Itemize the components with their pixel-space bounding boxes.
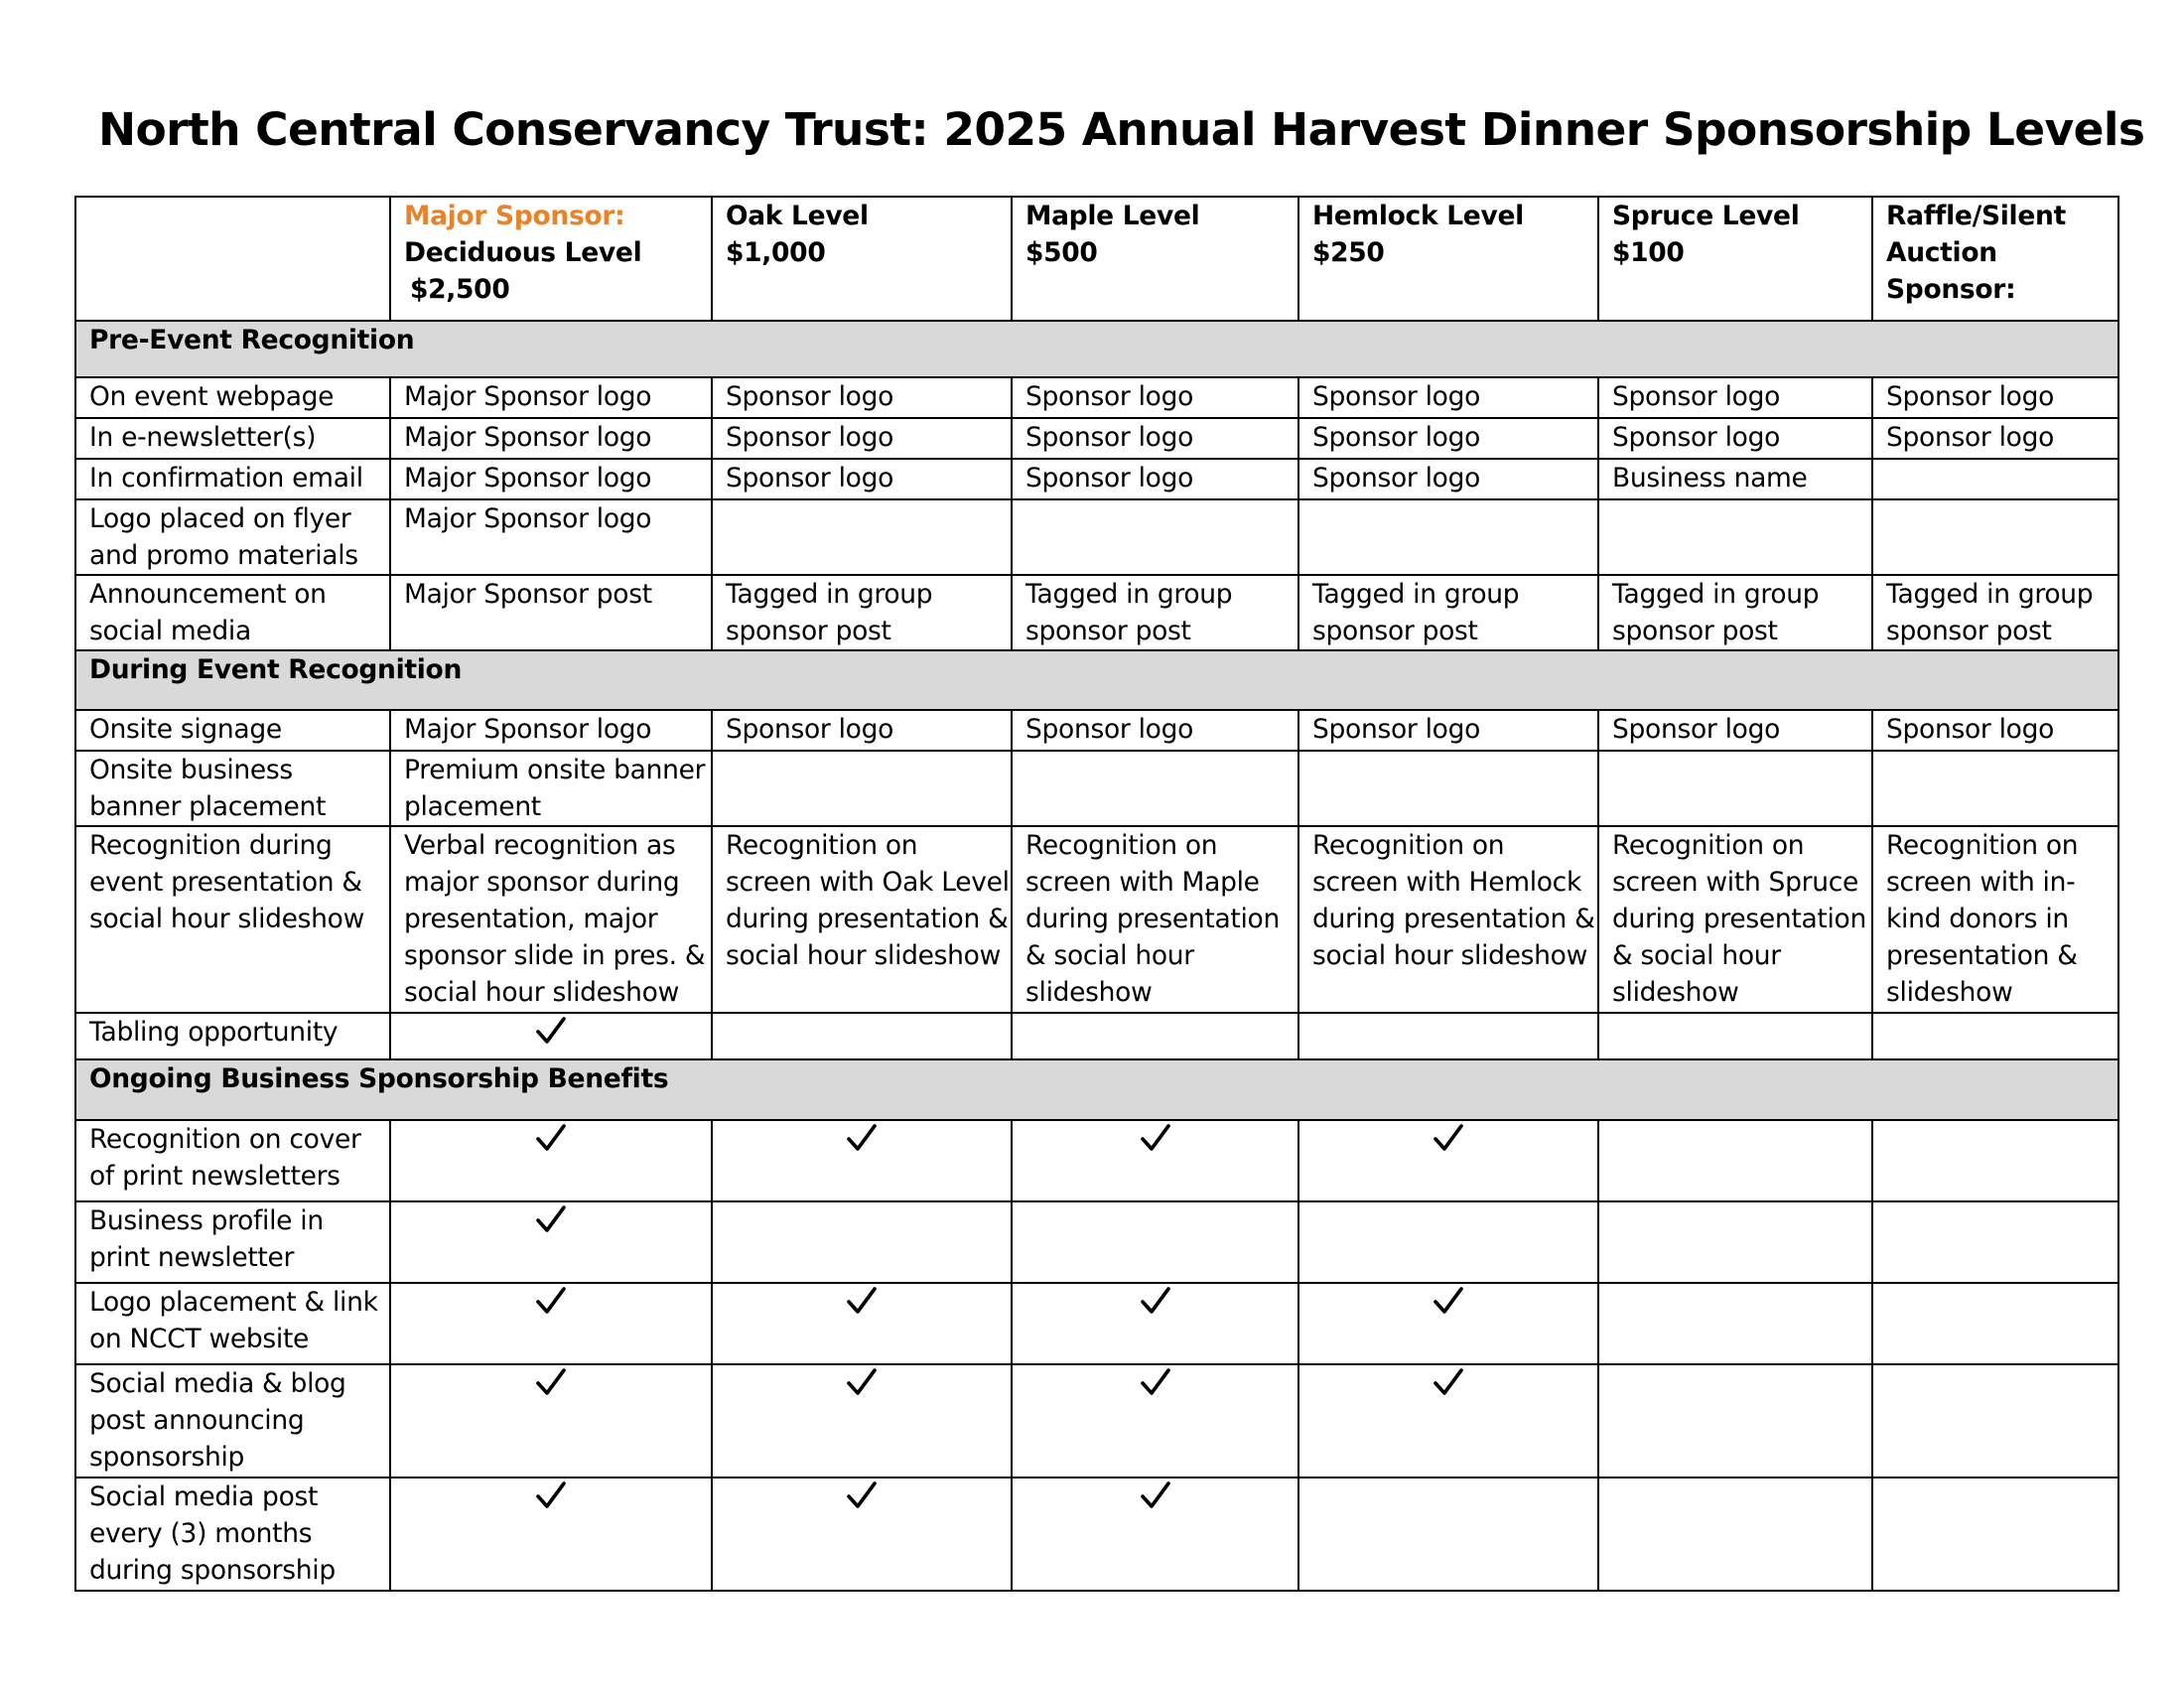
table-row	[75, 1201, 2118, 1283]
table-cell	[1598, 751, 1872, 826]
row-label: Social media post every (3) months during sponsorship	[75, 1477, 390, 1591]
check-icon	[535, 1120, 567, 1163]
table-cell	[1872, 751, 2118, 826]
table-cell	[1012, 751, 1298, 826]
sponsorship-table	[74, 196, 2119, 1592]
check-icon	[1140, 1364, 1171, 1407]
table-cell: Sponsor logo	[1298, 418, 1598, 459]
row-label: Logo placement & link on NCCT website	[75, 1283, 390, 1364]
table-row	[75, 1120, 2118, 1201]
sections-body	[75, 321, 2118, 1591]
check-cell	[1598, 1013, 1872, 1059]
check-cell	[1598, 1201, 1872, 1283]
check-cell	[1872, 1201, 2118, 1283]
table-cell	[1872, 459, 2118, 499]
table-row	[75, 1364, 2118, 1477]
check-cell	[1298, 1364, 1598, 1477]
check-icon	[846, 1364, 878, 1407]
row-label: Onsite business banner placement	[75, 751, 390, 826]
table-row	[75, 710, 2118, 751]
table-cell: Sponsor logo	[1872, 710, 2118, 751]
table-cell: Sponsor logo	[1598, 418, 1872, 459]
row-label: Social media & blog post announcing sponsorship	[75, 1364, 390, 1477]
check-cell	[390, 1477, 712, 1591]
check-cell	[1872, 1364, 2118, 1477]
table-cell: Sponsor logo	[1012, 418, 1298, 459]
table-cell: Tagged in group sponsor post	[1298, 575, 1598, 650]
check-cell	[390, 1364, 712, 1477]
header-hemlock	[1298, 197, 1598, 321]
check-cell	[1598, 1364, 1872, 1477]
check-cell	[712, 1120, 1012, 1201]
check-icon	[1140, 1120, 1171, 1163]
section-title: Ongoing Business Sponsorship Benefits	[75, 1059, 2118, 1120]
check-icon	[846, 1283, 878, 1326]
section-title: During Event Recognition	[75, 650, 2118, 710]
check-cell	[712, 1364, 1012, 1477]
row-label: Business profile in print newsletter	[75, 1201, 390, 1283]
table-cell: Sponsor logo	[1872, 377, 2118, 418]
check-cell	[1298, 1120, 1598, 1201]
check-cell	[1872, 1013, 2118, 1059]
check-cell	[1872, 1477, 2118, 1591]
check-cell	[1598, 1283, 1872, 1364]
table-cell: Tagged in group sponsor post	[1598, 575, 1872, 650]
check-cell	[390, 1283, 712, 1364]
header-row	[75, 197, 2118, 321]
table-cell: Sponsor logo	[1298, 459, 1598, 499]
table-row	[75, 575, 2118, 650]
major-sponsor-label: Major Sponsor:	[404, 201, 625, 231]
row-label: In e-newsletter(s)	[75, 418, 390, 459]
check-cell	[1872, 1283, 2118, 1364]
check-cell	[1298, 1013, 1598, 1059]
check-icon	[1433, 1364, 1464, 1407]
check-icon	[846, 1120, 878, 1163]
section-title: Pre-Event Recognition	[75, 321, 2118, 377]
table-cell	[712, 499, 1012, 575]
table-cell	[1598, 499, 1872, 575]
table-cell: Sponsor logo	[1012, 377, 1298, 418]
check-icon	[535, 1283, 567, 1326]
level-name: Hemlock Level	[1312, 201, 1524, 231]
level-name: Deciduous Level	[404, 237, 642, 268]
header-raffle	[1872, 197, 2118, 321]
check-icon	[535, 1201, 567, 1244]
check-cell	[1012, 1364, 1298, 1477]
table-cell: Sponsor logo	[712, 710, 1012, 751]
table-cell	[1298, 751, 1598, 826]
page-title: North Central Conservancy Trust: 2025 Annual Harvest Dinner Sponsorship Levels	[98, 103, 2145, 156]
row-label: Announcement on social media	[75, 575, 390, 650]
table-cell: Sponsor logo	[712, 459, 1012, 499]
row-label: Recognition on cover of print newsletters	[75, 1120, 390, 1201]
table-cell: Sponsor logo	[712, 377, 1012, 418]
check-cell	[712, 1477, 1012, 1591]
table-cell: Sponsor logo	[1012, 459, 1298, 499]
check-cell	[390, 1120, 712, 1201]
check-cell	[712, 1201, 1012, 1283]
level-name: Oak Level	[726, 201, 869, 231]
check-icon	[846, 1477, 878, 1520]
raffle-line: Auction	[1886, 237, 1997, 268]
table-cell: Sponsor logo	[1298, 710, 1598, 751]
table-cell: Sponsor logo	[1872, 418, 2118, 459]
level-price: $500	[1025, 237, 1098, 268]
row-label: On event webpage	[75, 377, 390, 418]
table-cell: Business name	[1598, 459, 1872, 499]
row-label: Onsite signage	[75, 710, 390, 751]
table-cell: Sponsor logo	[1012, 710, 1298, 751]
table-row	[75, 499, 2118, 575]
table-cell: Premium onsite banner placement	[390, 751, 712, 826]
level-name: Spruce Level	[1612, 201, 1800, 231]
table-cell: Sponsor logo	[712, 418, 1012, 459]
table-row	[75, 1283, 2118, 1364]
table-row	[75, 418, 2118, 459]
header-oak	[712, 197, 1012, 321]
table-cell: Recognition on screen with Maple during presentation & social hour slideshow	[1012, 826, 1298, 1013]
table-row	[75, 377, 2118, 418]
table-cell	[712, 751, 1012, 826]
header-empty-cell	[75, 197, 390, 321]
table-row	[75, 1013, 2118, 1059]
check-cell	[1298, 1477, 1598, 1591]
check-icon	[535, 1013, 567, 1055]
table-cell: Recognition on screen with Hemlock during presentation & social hour slideshow	[1298, 826, 1598, 1013]
raffle-line: Sponsor:	[1886, 274, 2016, 305]
table-cell: Recognition on screen with Spruce during presentation & social hour slideshow	[1598, 826, 1872, 1013]
check-icon	[1433, 1283, 1464, 1326]
check-icon	[1433, 1120, 1464, 1163]
table-cell	[1012, 499, 1298, 575]
header-maple	[1012, 197, 1298, 321]
header-deciduous	[390, 197, 712, 321]
table-cell: Major Sponsor logo	[390, 459, 712, 499]
table-cell: Recognition on screen with in-kind donors in presentation & slideshow	[1872, 826, 2118, 1013]
section-header-row	[75, 321, 2118, 377]
table-cell	[1298, 499, 1598, 575]
check-cell	[1598, 1477, 1872, 1591]
table-row	[75, 751, 2118, 826]
table-row	[75, 826, 2118, 1013]
section-header-row	[75, 1059, 2118, 1120]
level-price: $100	[1612, 237, 1685, 268]
check-icon	[1140, 1283, 1171, 1326]
row-label: Tabling opportunity	[75, 1013, 390, 1059]
check-cell	[1012, 1283, 1298, 1364]
check-cell	[1298, 1283, 1598, 1364]
header-spruce	[1598, 197, 1872, 321]
row-label: In confirmation email	[75, 459, 390, 499]
check-cell	[1298, 1201, 1598, 1283]
table-row	[75, 459, 2118, 499]
check-cell	[390, 1201, 712, 1283]
table-cell: Verbal recognition as major sponsor during presentation, major sponsor slide in pres. & social hour slideshow	[390, 826, 712, 1013]
level-price: $1,000	[726, 237, 826, 268]
check-icon	[535, 1364, 567, 1407]
check-cell	[1598, 1120, 1872, 1201]
table-cell: Tagged in group sponsor post	[712, 575, 1012, 650]
table-row	[75, 1477, 2118, 1591]
table-cell: Sponsor logo	[1298, 377, 1598, 418]
check-cell	[712, 1013, 1012, 1059]
raffle-line: Raffle/Silent	[1886, 201, 2066, 231]
table-cell: Tagged in group sponsor post	[1872, 575, 2118, 650]
table-cell: Recognition on screen with Oak Level during presentation & social hour slideshow	[712, 826, 1012, 1013]
level-price: $250	[1312, 237, 1385, 268]
level-name: Maple Level	[1025, 201, 1200, 231]
check-cell	[1012, 1201, 1298, 1283]
check-cell	[712, 1283, 1012, 1364]
check-icon	[535, 1477, 567, 1520]
check-cell	[1012, 1120, 1298, 1201]
check-cell	[390, 1013, 712, 1059]
check-cell	[1872, 1120, 2118, 1201]
row-label: Logo placed on flyer and promo materials	[75, 499, 390, 575]
row-label: Recognition during event presentation & social hour slideshow	[75, 826, 390, 1013]
table-cell: Major Sponsor post	[390, 575, 712, 650]
table-cell: Tagged in group sponsor post	[1012, 575, 1298, 650]
table-cell: Major Sponsor logo	[390, 377, 712, 418]
level-price: $2,500	[410, 274, 510, 305]
table-cell: Sponsor logo	[1598, 710, 1872, 751]
check-icon	[1140, 1477, 1171, 1520]
table-cell: Major Sponsor logo	[390, 499, 712, 575]
table-cell: Major Sponsor logo	[390, 710, 712, 751]
section-header-row	[75, 650, 2118, 710]
check-cell	[1012, 1013, 1298, 1059]
table-cell: Major Sponsor logo	[390, 418, 712, 459]
check-cell	[1012, 1477, 1298, 1591]
table-cell: Sponsor logo	[1598, 377, 1872, 418]
table-cell	[1872, 499, 2118, 575]
